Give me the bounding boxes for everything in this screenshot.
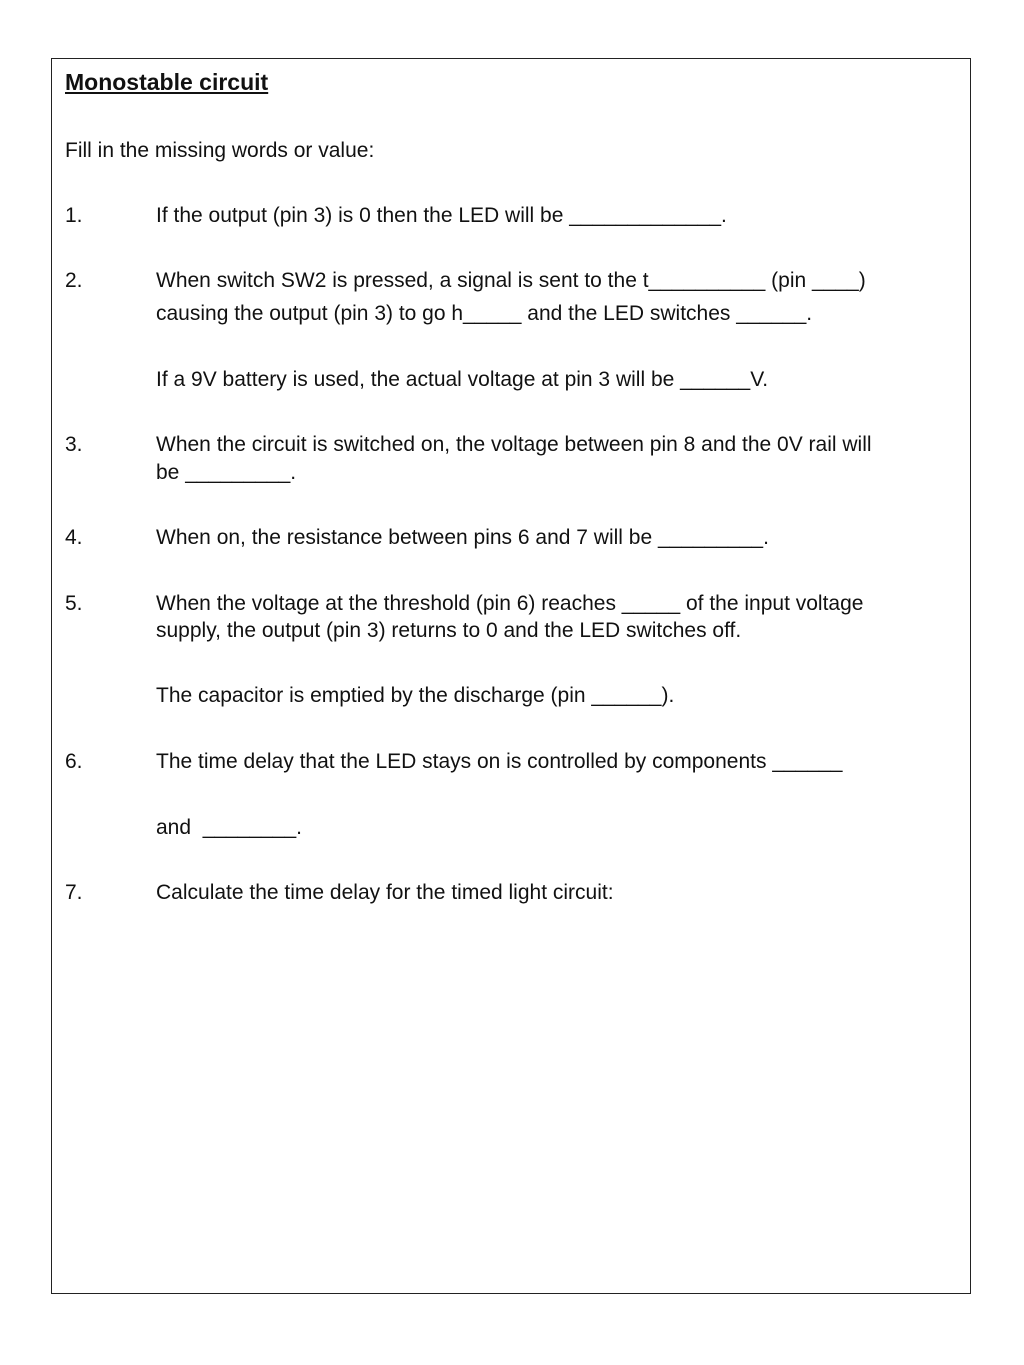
question-text: When the circuit is switched on, the voltage between pin 8 and the 0V rail will xyxy=(156,433,872,456)
question-text: be _________. xyxy=(156,461,297,484)
question-text: supply, the output (pin 3) returns to 0 and the LED switches off. xyxy=(156,619,742,642)
question-text: When switch SW2 is pressed, a signal is sent to the t__________ (pin ____) xyxy=(156,269,866,292)
worksheet-frame xyxy=(51,58,971,1294)
question-text: If a 9V battery is used, the actual voltage at pin 3 will be ______V. xyxy=(156,368,769,391)
question-text: The capacitor is emptied by the discharge (pin ______). xyxy=(156,684,675,707)
question-text: The time delay that the LED stays on is controlled by components ______ xyxy=(156,750,843,773)
question-text: When on, the resistance between pins 6 and 7 will be _________. xyxy=(156,526,769,549)
page-title: Monostable circuit xyxy=(65,69,269,95)
question-number: 7. xyxy=(65,881,83,904)
question-text: If the output (pin 3) is 0 then the LED will be _____________. xyxy=(156,204,727,227)
question-text: Calculate the time delay for the timed light circuit: xyxy=(156,881,614,904)
question-text: causing the output (pin 3) to go h_____ and the LED switches ______. xyxy=(156,302,813,325)
question-number: 4. xyxy=(65,526,83,549)
question-text: When the voltage at the threshold (pin 6) reaches _____ of the input voltage xyxy=(156,592,864,615)
question-number: 5. xyxy=(65,592,83,615)
question-number: 6. xyxy=(65,750,83,773)
question-number: 1. xyxy=(65,204,83,227)
instructions: Fill in the missing words or value: xyxy=(65,139,375,162)
question-number: 2. xyxy=(65,269,83,292)
question-text: and ________. xyxy=(156,816,302,839)
question-number: 3. xyxy=(65,433,83,456)
